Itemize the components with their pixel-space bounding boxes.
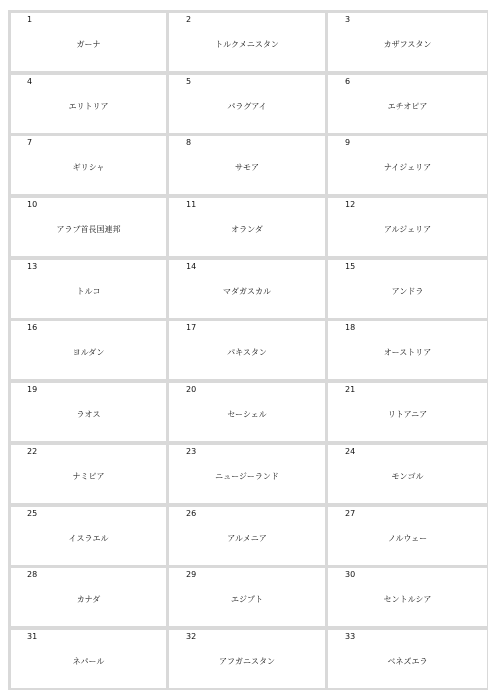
country-name: パキスタン: [227, 348, 267, 358]
country-card: [169, 383, 325, 441]
country-card: [328, 198, 487, 256]
country-card: [11, 445, 166, 503]
card-number: 21: [345, 385, 356, 395]
card-number: 22: [27, 446, 38, 456]
country-card: [169, 507, 325, 565]
country-name: モンゴル: [391, 471, 424, 481]
country-card: [11, 568, 166, 626]
card-number: 32: [186, 631, 197, 641]
country-name: ナイジェリア: [383, 163, 432, 173]
card-number: 16: [27, 323, 38, 333]
card-number: 20: [186, 385, 197, 395]
card-number: 17: [186, 323, 197, 333]
card-number: 26: [186, 508, 197, 518]
country-name: エジプト: [231, 595, 263, 605]
country-card-grid: [8, 10, 488, 690]
card-number: 27: [345, 508, 356, 518]
card-number: 3: [345, 15, 351, 24]
country-name: エチオピア: [387, 101, 428, 111]
card-number: 10: [27, 200, 38, 210]
country-card: [11, 198, 166, 256]
card-number: 1: [27, 15, 33, 24]
country-name: トルクメニスタン: [215, 40, 279, 49]
card-number: 14: [186, 261, 197, 271]
card-number: 9: [345, 138, 351, 148]
country-card: [169, 630, 325, 688]
country-card: [328, 507, 487, 565]
country-name: アルジェリア: [383, 225, 432, 235]
country-name: パラグアイ: [227, 101, 267, 111]
country-card: [11, 75, 166, 133]
country-name: オーストリア: [383, 348, 432, 358]
country-card: [11, 383, 166, 441]
country-name: ガーナ: [76, 40, 101, 49]
country-card: [11, 321, 166, 379]
country-card: [328, 321, 487, 379]
card-number: 23: [186, 446, 197, 456]
card-number: 19: [27, 385, 38, 395]
country-card: [11, 507, 166, 565]
country-name: トルコ: [76, 286, 101, 296]
country-name: エリトリア: [68, 101, 109, 111]
country-name: イスラエル: [68, 533, 109, 543]
country-name: アフガニスタン: [219, 656, 275, 666]
country-card: [11, 136, 166, 194]
country-name: セーシェル: [227, 410, 267, 420]
country-card: [328, 13, 487, 71]
country-card: [328, 568, 487, 626]
country-card: [11, 630, 166, 688]
country-name: マダガスカル: [223, 286, 271, 296]
country-name: ギリシャ: [72, 163, 105, 173]
card-number: 2: [186, 15, 192, 24]
country-card: [328, 75, 487, 133]
card-number: 4: [27, 76, 33, 86]
country-name: セントルシア: [383, 595, 432, 605]
country-card: [169, 75, 325, 133]
country-card: [169, 136, 325, 194]
country-name: ニュージーランド: [215, 471, 279, 481]
country-card: [328, 383, 487, 441]
card-number: 11: [186, 200, 197, 210]
card-number: 30: [345, 570, 356, 580]
card-number: 12: [345, 200, 356, 210]
country-card: [169, 321, 325, 379]
country-name: アルメニア: [227, 533, 267, 543]
card-number: 6: [345, 76, 351, 86]
country-name: ベネズエラ: [387, 656, 428, 666]
country-card: [11, 13, 166, 71]
card-number: 28: [27, 570, 38, 580]
country-card: [169, 445, 325, 503]
country-name: アラブ首長国連邦: [56, 225, 121, 235]
country-name: カザフスタン: [383, 40, 432, 49]
card-number: 29: [186, 570, 197, 580]
country-card: [328, 260, 487, 318]
card-number: 24: [345, 446, 356, 456]
country-card: [169, 568, 325, 626]
card-number: 33: [345, 631, 356, 641]
card-number: 5: [186, 76, 192, 86]
country-card: [328, 630, 487, 688]
country-card: [328, 136, 487, 194]
country-card: [11, 260, 166, 318]
country-name: カナダ: [76, 595, 101, 605]
card-number: 31: [27, 631, 38, 641]
country-card: [328, 445, 487, 503]
country-card: [169, 198, 325, 256]
country-name: リトアニア: [387, 410, 428, 420]
card-number: 25: [27, 508, 38, 518]
country-name: ヨルダン: [72, 348, 105, 358]
card-number: 18: [345, 323, 356, 333]
country-card: [169, 260, 325, 318]
country-name: アンドラ: [391, 286, 424, 296]
country-name: サモア: [235, 163, 259, 173]
country-name: ノルウェー: [387, 533, 428, 543]
country-name: オランダ: [231, 225, 263, 235]
card-number: 13: [27, 261, 38, 271]
country-name: ネパール: [72, 656, 105, 666]
card-number: 8: [186, 138, 192, 148]
card-number: 15: [345, 261, 356, 271]
card-number: 7: [27, 138, 33, 148]
country-card: [169, 13, 325, 71]
country-name: ラオス: [76, 410, 101, 420]
country-name: ナミビア: [72, 471, 105, 481]
